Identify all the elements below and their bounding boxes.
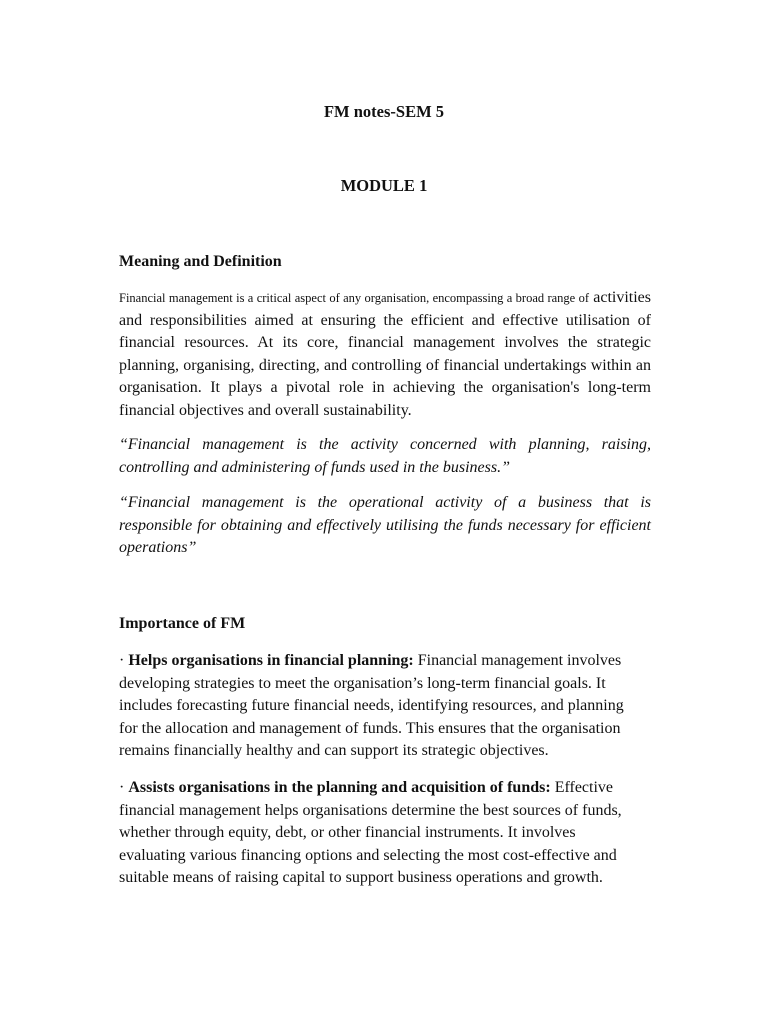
document-title: FM notes-SEM 5	[323, 102, 445, 121]
importance-point-text: Effective financial management helps organisations determine the best sources of funds, whether through equity, debt, or other financial instruments. It involves evaluating various financing options and selecting the most cost-effective and suitable means of raising capital to support business operations and growth.	[119, 779, 622, 887]
section-heading-meaning: Meaning and Definition	[119, 253, 282, 270]
bullet-marker: ·	[119, 779, 125, 796]
importance-point-lead: Helps organisations in financial planning:	[128, 652, 414, 669]
importance-point	[119, 777, 639, 890]
meaning-paragraph-first-line: Financial management is a critical aspect of any organisation, encompassing a broad range of	[119, 291, 589, 305]
bullet-marker: ·	[119, 652, 125, 669]
meaning-paragraph	[119, 287, 651, 422]
section-heading-importance: Importance of FM	[119, 615, 246, 632]
meaning-paragraph-body: activities and responsibilities aimed at ensuring the efficient and effective utilisation of financial resources. At its core, financial management involves the strategic planning, organising, directing, and controlling of financial undertakings within an organisation. It plays a pivotal role in achieving the organisation's long-term financial objectives and overall sustainability.	[119, 289, 651, 419]
module-title: MODULE 1	[340, 176, 428, 195]
definition-quote-2: “Financial management is the operational activity of a business that is responsible for obtaining and effectively utilising the funds necessary for efficient operations”	[119, 494, 651, 556]
importance-point	[119, 650, 639, 763]
importance-point-text: Financial management involves developing strategies to meet the organisation’s long-term financial goals. It includes forecasting future financial needs, identifying resources, and planning for the allocation and management of funds. This ensures that the organisation remains financially healthy and can support its strategic objectives.	[119, 652, 624, 760]
importance-point-lead: Assists organisations in the planning and acquisition of funds:	[128, 779, 551, 796]
definition-quote-1: “Financial management is the activity concerned with planning, raising, controlling and administering of funds used in the business.”	[119, 436, 651, 476]
